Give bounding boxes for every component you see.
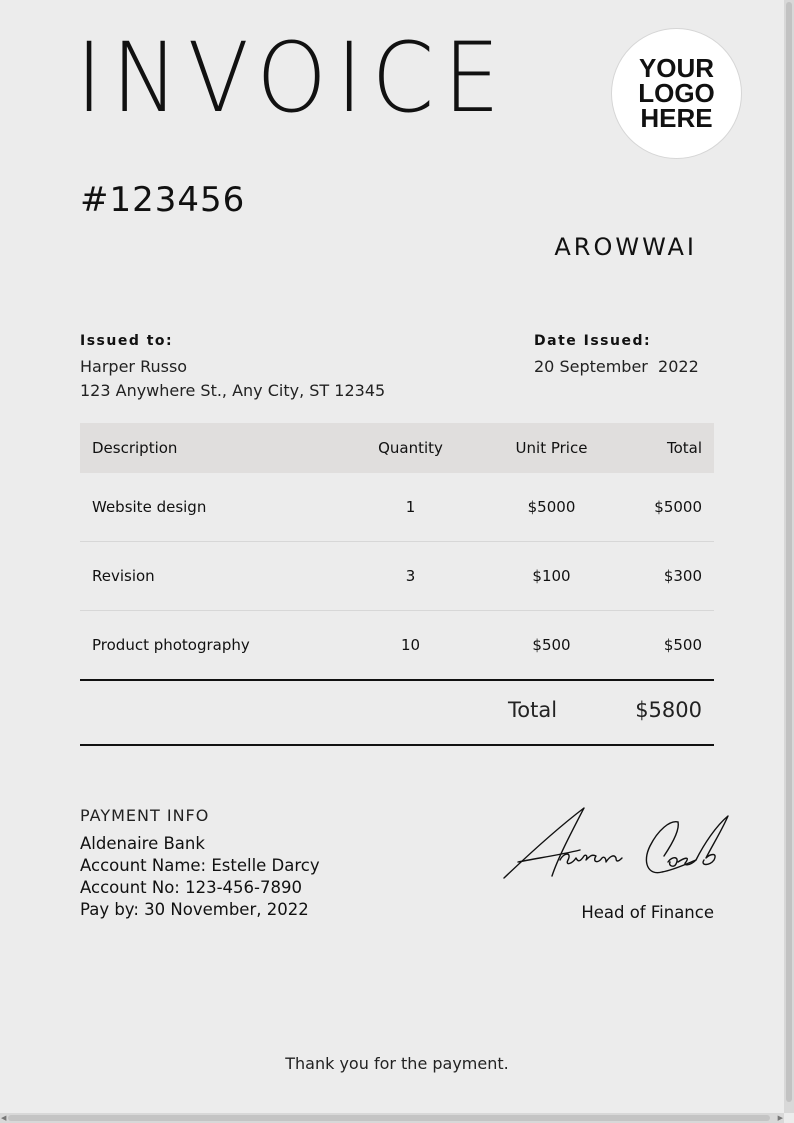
row-description: Website design — [80, 473, 340, 542]
row-quantity: 3 — [340, 542, 481, 611]
row-total: $500 — [622, 611, 714, 681]
date-issued-label: Date Issued: — [534, 333, 652, 349]
row-description: Revision — [80, 542, 340, 611]
table-row — [80, 611, 714, 681]
bank-name: Aldenaire Bank — [80, 834, 205, 853]
row-description: Product photography — [80, 611, 340, 681]
issued-to-label: Issued to: — [80, 333, 174, 349]
logo-text: YOUR LOGO HERE — [638, 53, 715, 133]
header-description: Description — [80, 423, 340, 473]
row-unit-price: $100 — [481, 542, 622, 611]
table-row — [80, 473, 714, 542]
row-unit-price: $5000 — [481, 473, 622, 542]
header-unit-price: Unit Price — [481, 423, 622, 473]
grand-total-value: $5800 — [635, 698, 702, 722]
header-quantity: Quantity — [340, 423, 481, 473]
client-address: 123 Anywhere St., Any City, ST 12345 — [80, 381, 386, 400]
payment-info-heading: PAYMENT INFO — [80, 806, 210, 825]
invoice-title: INVOICE — [76, 22, 510, 134]
client-name: Harper Russo — [80, 357, 188, 376]
payment-info-block — [80, 806, 320, 921]
logo-placeholder — [611, 28, 742, 159]
grand-total-label: Total — [508, 698, 558, 722]
account-name: Account Name: Estelle Darcy — [80, 856, 320, 875]
table-header-row — [80, 423, 714, 473]
scroll-right-icon[interactable]: ▶ — [777, 1114, 783, 1122]
thank-you-note: Thank you for the payment. — [285, 1054, 509, 1073]
signatory-title: Head of Finance — [581, 903, 714, 922]
vertical-scrollbar[interactable] — [784, 0, 794, 1113]
date-issued-block — [534, 333, 699, 376]
row-quantity: 10 — [340, 611, 481, 681]
header-total: Total — [622, 423, 714, 473]
grand-total-row — [80, 677, 714, 746]
row-total: $300 — [622, 542, 714, 611]
table-row — [80, 542, 714, 611]
date-issued-value: 20 September 2022 — [534, 357, 699, 376]
horizontal-scrollbar[interactable] — [0, 1113, 784, 1123]
row-quantity: 1 — [340, 473, 481, 542]
row-unit-price: $500 — [481, 611, 622, 681]
pay-by-date: Pay by: 30 November, 2022 — [80, 900, 309, 919]
company-name: AROWWAI — [554, 233, 697, 261]
row-total: $5000 — [622, 473, 714, 542]
signature-image — [500, 800, 735, 885]
issued-to-block — [80, 333, 385, 400]
account-number: Account No: 123-456-7890 — [80, 878, 302, 897]
invoice-number: #123456 — [80, 180, 246, 220]
horizontal-scrollbar-thumb[interactable] — [8, 1115, 770, 1121]
scroll-left-icon[interactable]: ◀ — [1, 1114, 7, 1122]
vertical-scrollbar-thumb[interactable] — [786, 2, 792, 1102]
line-items-table — [80, 423, 714, 681]
